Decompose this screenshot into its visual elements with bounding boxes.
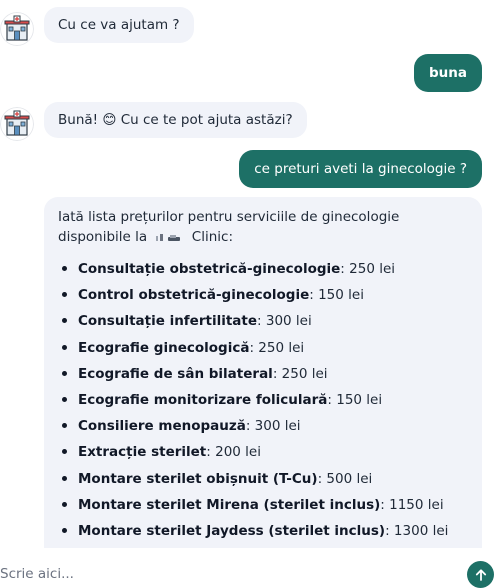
clinic-avatar xyxy=(0,12,34,46)
service-name: Consiliere menopauză xyxy=(78,418,246,435)
list-item xyxy=(58,521,468,547)
service-name: Montare sterilet obișnuit (T-Cu) xyxy=(78,470,318,487)
service-price: : 250 lei xyxy=(340,261,396,277)
answer-intro-text: Iată lista prețurilor pentru serviciile de ginecologie disponibile la xyxy=(58,209,400,245)
service-price: : 250 lei xyxy=(249,339,305,356)
price-list xyxy=(58,259,468,547)
send-button[interactable] xyxy=(467,561,494,588)
service-name: Montare sterilet Jaydess (sterilet inclus) xyxy=(78,522,386,539)
service-name: Ecografie monitorizare foliculară xyxy=(78,391,328,408)
service-name: Montare sterilet Mirena (sterilet inclus) xyxy=(78,496,381,513)
message-composer xyxy=(0,552,495,588)
service-price: : 150 lei xyxy=(309,287,364,304)
hospital-icon xyxy=(0,12,34,46)
list-item xyxy=(58,442,468,468)
user-message-text: ce preturi aveti la ginecologie ? xyxy=(254,161,467,177)
list-item xyxy=(58,285,468,311)
user-message xyxy=(414,54,482,92)
service-price: : 1300 lei xyxy=(385,522,449,539)
list-item xyxy=(58,364,468,390)
bot-message-text: Cu ce va ajutam ? xyxy=(58,17,180,33)
hospital-icon xyxy=(0,107,34,141)
message-input[interactable] xyxy=(0,562,440,586)
list-item xyxy=(58,390,468,416)
service-name: Consultație obstetrică-ginecologie xyxy=(78,261,341,277)
bot-message-text: Bună! 😊 Cu ce te pot ajuta astăzi? xyxy=(58,112,293,128)
service-price: : 300 lei xyxy=(245,418,301,435)
user-message xyxy=(239,150,482,188)
bot-message xyxy=(44,102,307,138)
service-price: : 200 lei xyxy=(206,444,261,461)
service-name: Ecografie ginecologică xyxy=(78,339,250,356)
list-item xyxy=(58,416,468,442)
service-name: Control obstetrică-ginecologie xyxy=(78,287,310,304)
bot-answer-message xyxy=(44,197,482,548)
service-name: Extracție sterilet xyxy=(78,444,207,461)
list-item xyxy=(58,311,468,337)
list-item xyxy=(58,469,468,495)
service-price: : 250 lei xyxy=(272,365,328,382)
service-price: : 300 lei xyxy=(257,313,312,330)
clinic-avatar xyxy=(0,107,34,141)
service-price: : 1150 lei xyxy=(380,496,444,513)
list-item xyxy=(58,259,468,285)
list-item xyxy=(58,495,468,521)
clinic-logo-icon xyxy=(154,232,184,242)
service-price: : 500 lei xyxy=(317,470,373,487)
user-message-text: buna xyxy=(429,65,467,81)
arrow-up-icon xyxy=(474,568,488,582)
service-price: : 150 lei xyxy=(327,391,383,408)
answer-intro xyxy=(58,207,468,247)
service-name: Ecografie de sân bilateral xyxy=(78,365,273,382)
service-name: Consultație infertilitate xyxy=(78,313,258,330)
answer-intro-clinic: Clinic: xyxy=(191,229,233,245)
bot-message xyxy=(44,7,194,43)
list-item xyxy=(58,338,468,364)
